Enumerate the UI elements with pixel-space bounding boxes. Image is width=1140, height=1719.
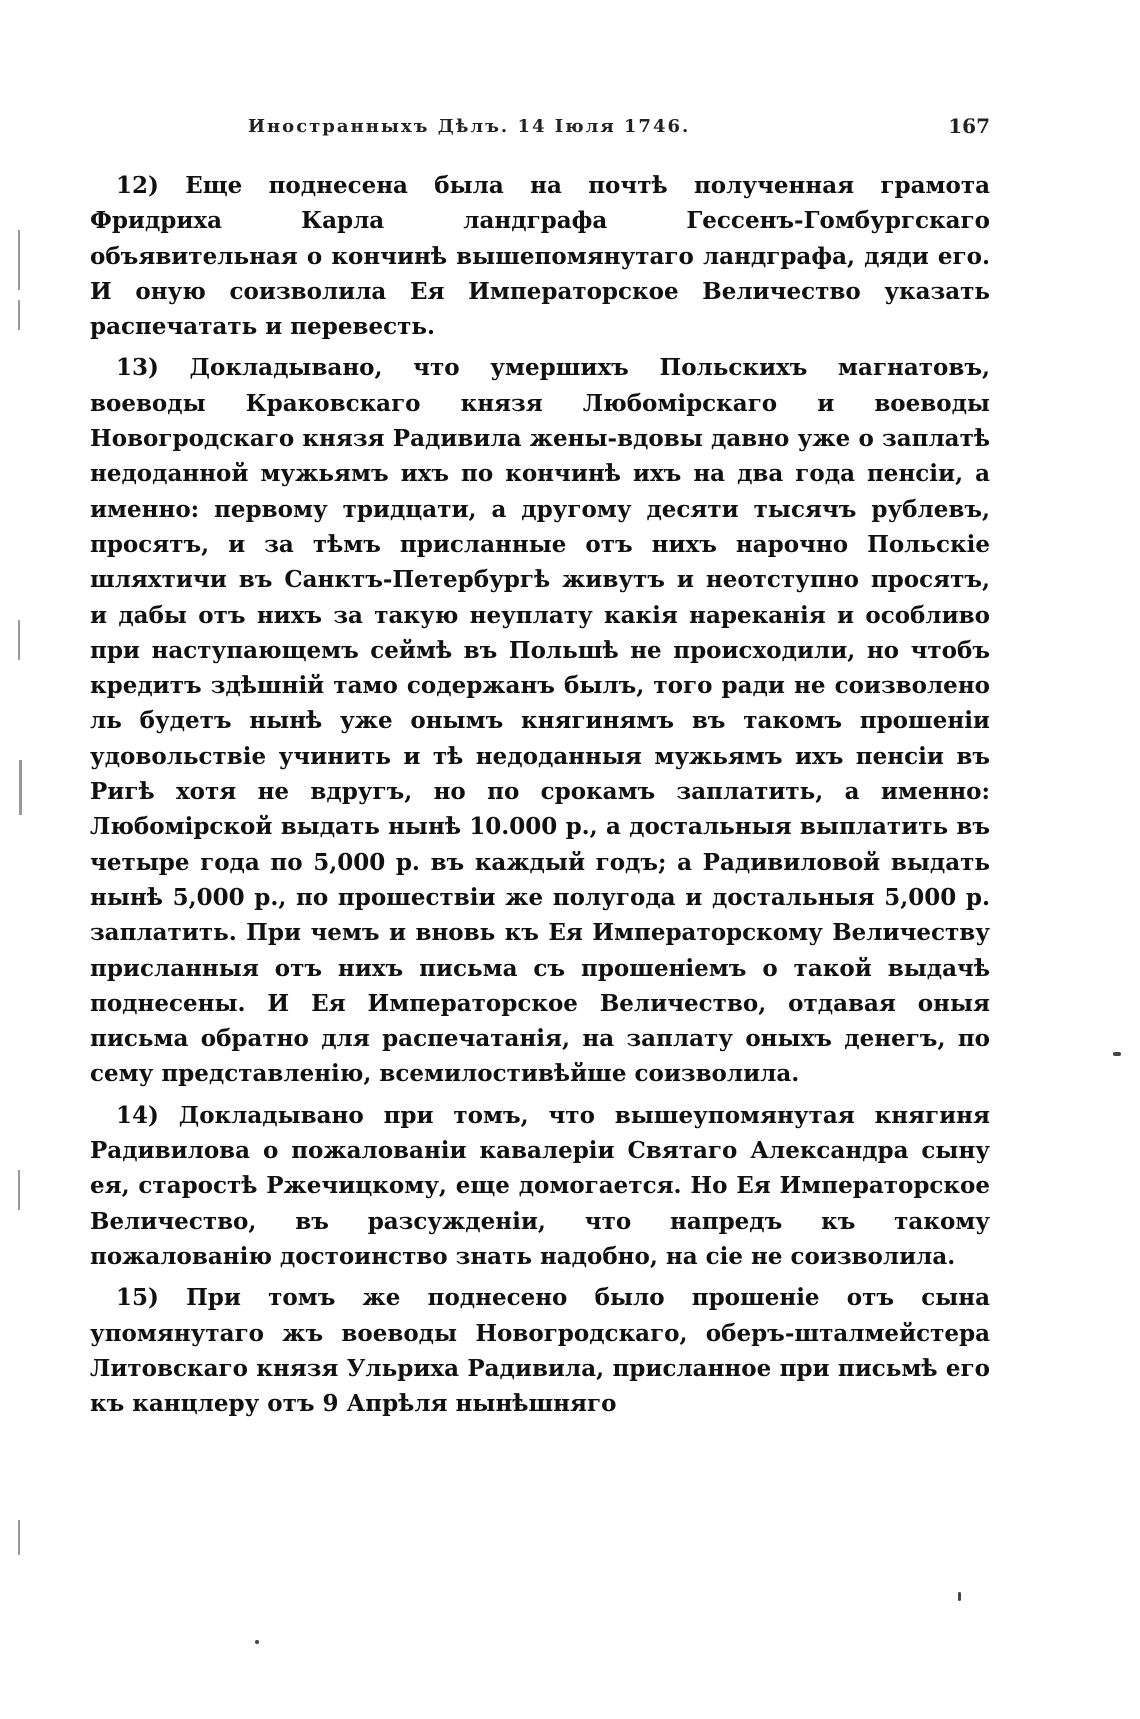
binding-mark — [18, 1520, 20, 1555]
scan-speck — [958, 1592, 961, 1601]
scan-speck — [255, 1640, 259, 1644]
paragraph-12: 12) Еще поднесена была на почтѣ полученная грамота Фридриха Карла ландграфа Гессенъ-Гомбургскаго объявительная о кончинѣ вышепомянутаго ландграфа, дяди его. И оную соизволила Ея Императорское Величество указать распечатать и перевесть. — [90, 172, 990, 341]
binding-mark — [19, 760, 22, 815]
paragraph-14: 14) Докладывано при томъ, что вышеупомянутая княгиня Радивилова о пожалованіи кавалеріи Святаго Александра сыну ея, старостѣ Ржечицкому, еще домогается. Но Ея Императорское Величество, въ разсужденіи, что напредъ къ такому пожалованію достоинство знать надобно, на сіе не соизволила. — [90, 1101, 990, 1270]
binding-mark — [18, 620, 20, 660]
running-title: Иностранныхъ Дѣлъ. 14 Іюля 1746. — [248, 116, 691, 137]
body-text — [90, 168, 990, 1427]
paragraph-13: 13) Докладывано, что умершихъ Польскихъ магнатовъ, воеводы Краковскаго князя Любомірскаго и воеводы Новогродскаго князя Радивила жены-вдовы давно уже о заплатѣ недоданной мужьямъ ихъ по кончинѣ ихъ на два года пенсіи, а именно: первому тридцати, а другому десяти тысячъ рублевъ, просятъ, и за тѣмъ присланные отъ нихъ нарочно Польскіе шляхтичи въ Санктъ-Петербургѣ живутъ и неотступно просятъ, и дабы отъ нихъ за такую неуплату какія нареканія и особливо при наступающемъ сеймѣ въ Польшѣ не происходили, но чтобъ кредитъ здѣшній тамо содержанъ былъ, того ради не соизволено ль будетъ нынѣ уже онымъ княгинямъ въ такомъ прошеніи удовольствіе учинить и тѣ недоданныя мужьямъ ихъ пенсіи въ Ригѣ хотя не вдругъ, но по срокамъ заплатить, а именно: Любомірской выдать нынѣ 10.000 р., а достальныя выплатить въ четыре года по 5,000 р. въ каждый годъ; а Радивиловой выдать нынѣ 5,000 р., по прошествіи же полугода и достальныя 5,000 р. заплатить. При чемъ и вновь къ Ея Императорскому Величеству присланныя отъ нихъ письма съ прошеніемъ о такой выдачѣ поднесены. И Ея Императорское Величество, отдавая оныя письма обратно для распечатанія, на заплату оныхъ денегъ, по сему представленію, всемилостивѣйше соизволила. — [90, 354, 990, 1088]
binding-mark — [18, 1170, 20, 1210]
paragraph-15: 15) При томъ же поднесено было прошеніе отъ сына упомянутаго жъ воеводы Новогродскаго, оберъ-шталмейстера Литовскаго князя Ульриха Радивила, присланное при письмѣ его къ канцлеру отъ 9 Апрѣля нынѣшняго — [90, 1284, 990, 1418]
page-number: 167 — [948, 114, 990, 138]
scan-speck — [1113, 1052, 1121, 1056]
binding-mark — [18, 300, 20, 330]
page-header — [90, 112, 990, 146]
binding-mark — [18, 230, 20, 290]
